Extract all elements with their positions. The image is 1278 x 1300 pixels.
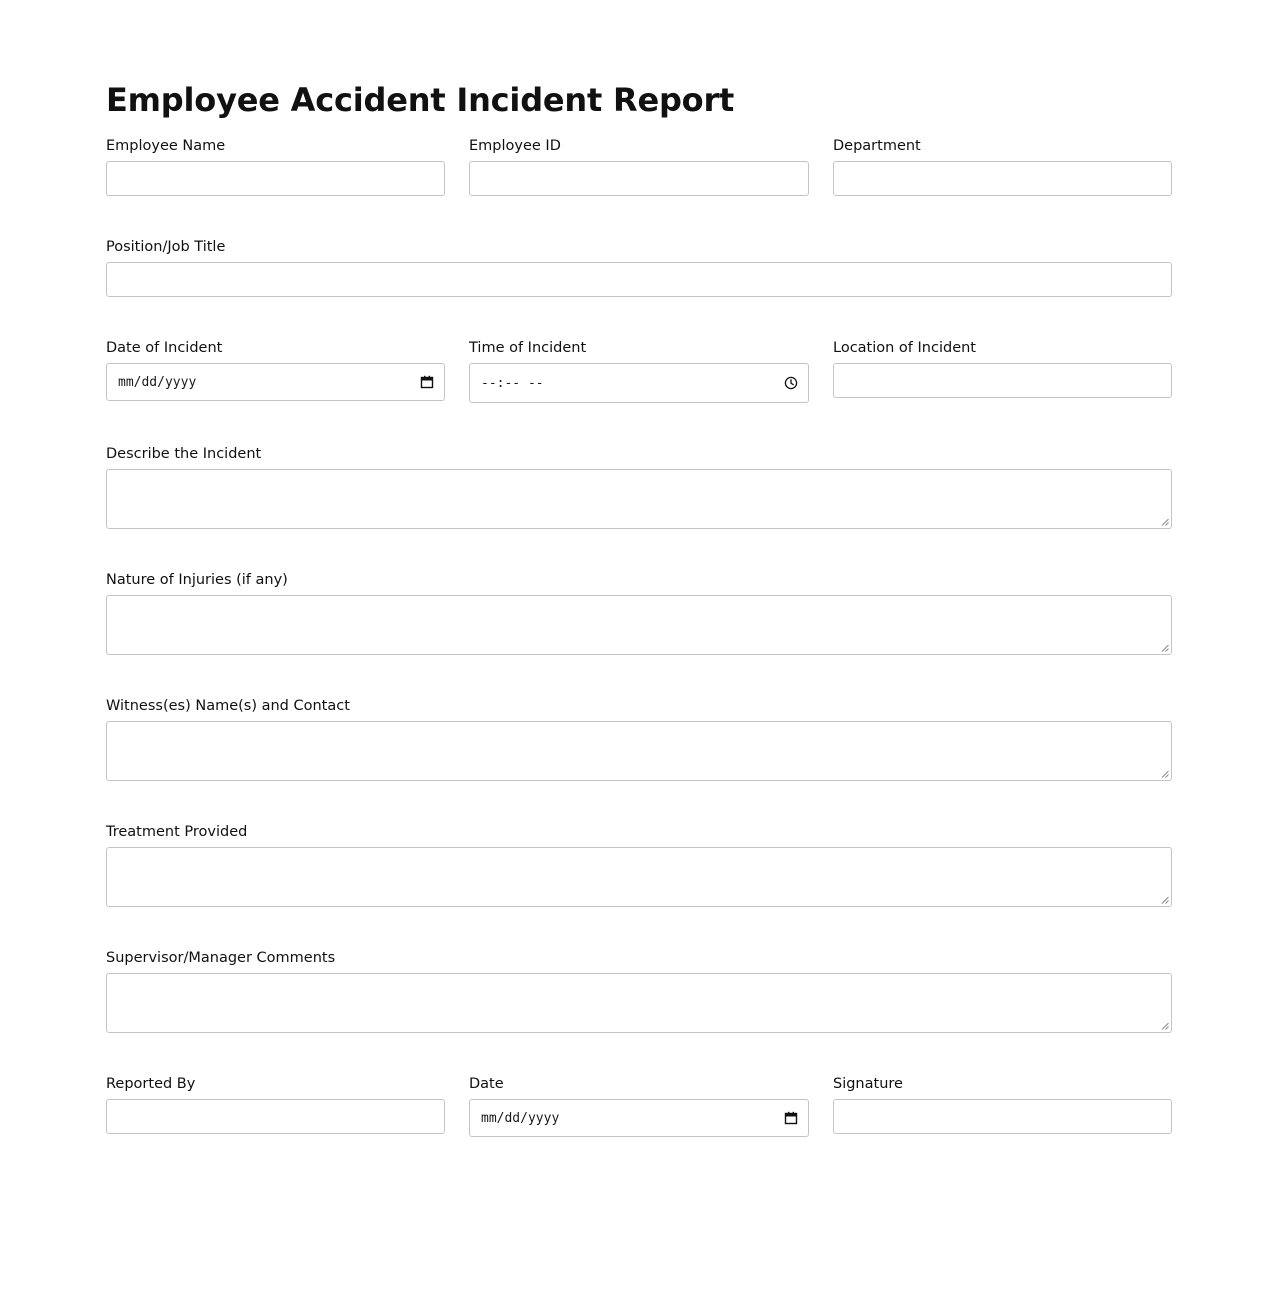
date-of-incident-field [106,339,445,390]
position-input[interactable] [106,262,1172,297]
position-field [106,238,1172,256]
treatment-provided-label: Treatment Provided [106,824,248,840]
employee-name-label: Employee Name [106,138,226,154]
employee-id-label: Employee ID [469,138,561,154]
department-label: Department [833,138,921,154]
witnesses-field [106,697,1172,715]
nature-of-injuries-label: Nature of Injuries (if any) [106,572,288,588]
employee-name-field [106,137,445,155]
date-of-incident-placeholder: mm/dd/yyyy [118,374,197,390]
location-of-incident-field [833,339,1172,357]
supervisor-comments-textarea[interactable] [106,973,1172,1033]
report-date-input[interactable] [469,1099,809,1137]
resize-grip-icon[interactable] [1161,518,1169,526]
resize-grip-icon[interactable] [1161,896,1169,904]
report-date-label: Date [469,1076,504,1092]
department-field [833,137,1172,155]
time-of-incident-input[interactable] [469,363,809,403]
report-date-placeholder: mm/dd/yyyy [481,1110,560,1126]
date-of-incident-label: Date of Incident [106,340,223,356]
employee-id-input[interactable] [469,161,809,196]
location-of-incident-input[interactable] [833,363,1172,398]
calendar-icon[interactable] [420,375,434,389]
resize-grip-icon[interactable] [1161,644,1169,652]
supervisor-comments-label: Supervisor/Manager Comments [106,950,336,966]
describe-incident-label: Describe the Incident [106,446,262,462]
employee-id-field [469,137,809,155]
nature-of-injuries-field [106,571,1172,589]
reported-by-input[interactable] [106,1099,445,1134]
supervisor-comments-field [106,949,1172,967]
position-label: Position/Job Title [106,239,226,255]
time-of-incident-placeholder: --:-- -- [481,375,544,391]
reported-by-label: Reported By [106,1076,196,1092]
reported-by-field [106,1075,445,1093]
employee-name-input[interactable] [106,161,445,196]
resize-grip-icon[interactable] [1161,770,1169,778]
location-of-incident-label: Location of Incident [833,340,976,356]
date-of-incident-input[interactable] [106,363,445,401]
describe-incident-textarea[interactable] [106,469,1172,529]
treatment-provided-textarea[interactable] [106,847,1172,907]
calendar-icon[interactable] [784,1111,798,1125]
witnesses-label: Witness(es) Name(s) and Contact [106,698,350,714]
clock-icon[interactable] [784,376,798,390]
signature-input[interactable] [833,1099,1172,1134]
time-of-incident-field [469,339,809,391]
nature-of-injuries-textarea[interactable] [106,595,1172,655]
signature-field [833,1075,1172,1093]
department-input[interactable] [833,161,1172,196]
page-title: Employee Accident Incident Report [106,81,735,119]
describe-incident-field [106,445,1172,463]
resize-grip-icon[interactable] [1161,1022,1169,1030]
witnesses-textarea[interactable] [106,721,1172,781]
report-date-field [469,1075,809,1126]
treatment-provided-field [106,823,1172,841]
signature-label: Signature [833,1076,903,1092]
time-of-incident-label: Time of Incident [469,340,587,356]
